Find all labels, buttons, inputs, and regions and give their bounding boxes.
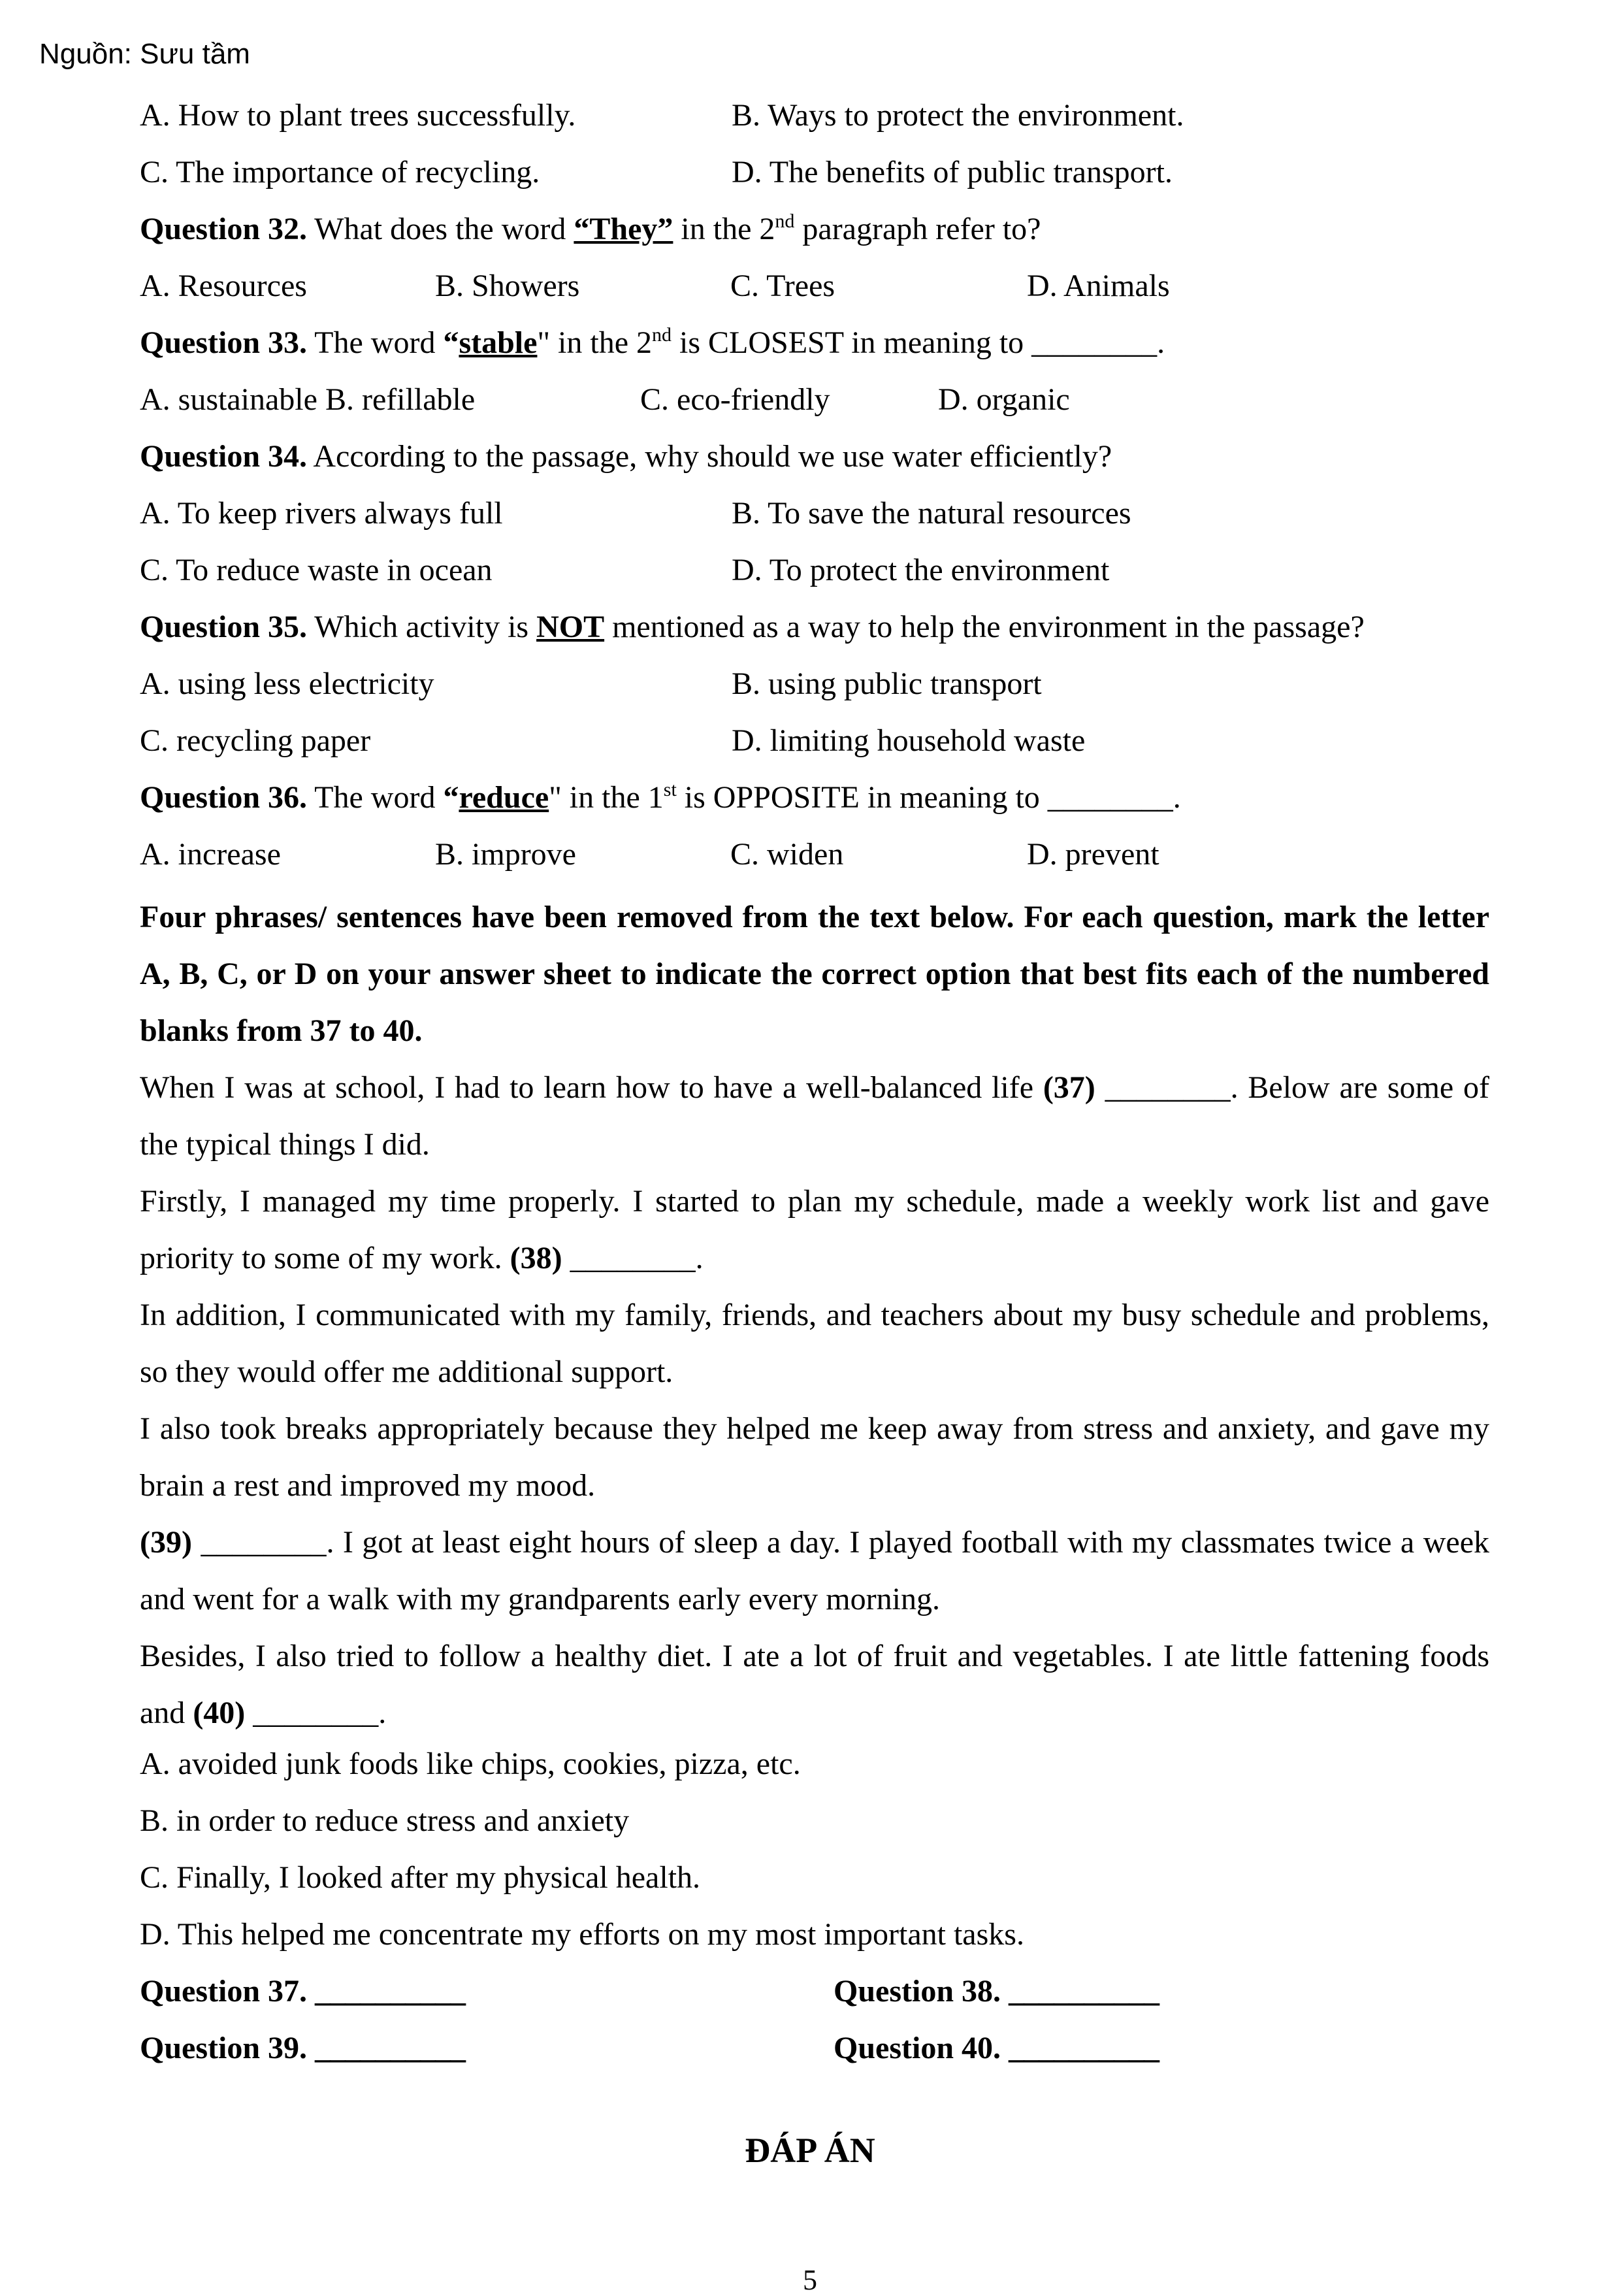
source-label: Nguồn: Sưu tầm — [39, 38, 250, 70]
q33-close-quote: " — [537, 325, 551, 360]
answer-lines-row-1 — [140, 1969, 1489, 2025]
q35-keyword: NOT — [536, 610, 605, 644]
q34-text: According to the passage, why should we use water efficiently? — [307, 439, 1112, 474]
q31-options-row-2 — [140, 150, 1489, 206]
q34-stem — [140, 434, 1489, 491]
passage-paragraph-1 — [140, 1059, 1489, 1173]
q33-sup: nd — [652, 324, 672, 346]
q35-option-c[interactable]: C. recycling paper — [140, 723, 371, 758]
passage-paragraph-3: In addition, I communicated with my family, friends, and teachers about my busy schedule and problems, so they would offer me additional support. — [140, 1298, 1489, 1389]
worksheet-content — [140, 93, 1489, 2082]
q36-text-mid: in the 1 — [561, 780, 664, 815]
q33-stem — [140, 320, 1489, 377]
q32-sup: nd — [775, 210, 795, 232]
q32-option-b[interactable]: B. Showers — [435, 269, 580, 303]
q33-text-post: is CLOSEST in meaning to ________. — [672, 325, 1165, 360]
q32-option-c[interactable]: C. Trees — [730, 269, 835, 303]
q31-option-d[interactable]: D. The benefits of public transport. — [732, 155, 1173, 189]
q31-option-c[interactable]: C. The importance of recycling. — [140, 155, 540, 189]
q34-options-row-1 — [140, 491, 1489, 548]
q32-text-post: paragraph refer to? — [794, 212, 1041, 246]
answer-line-39[interactable]: Question 39. __________ — [140, 2031, 466, 2065]
gap-option-c[interactable]: C. Finally, I looked after my physical health. — [140, 1860, 701, 1895]
q33-label: Question 33. — [140, 325, 308, 360]
q34-label: Question 34. — [140, 439, 308, 474]
passage-paragraph-6 — [140, 1628, 1489, 1741]
q32-option-d[interactable]: D. Animals — [1027, 269, 1170, 303]
q31-option-a[interactable]: A. How to plant trees successfully. — [140, 98, 576, 133]
q32-stem — [140, 206, 1489, 263]
q33-keyword: stable — [459, 325, 538, 360]
gap-option-a[interactable]: A. avoided junk foods like chips, cookies, pizza, etc. — [140, 1747, 801, 1781]
q35-stem — [140, 604, 1489, 661]
q36-options-row — [140, 832, 1489, 889]
q35-label: Question 35. — [140, 610, 308, 644]
passage-p6-post: ________. — [245, 1696, 387, 1730]
q35-text-post: mentioned as a way to help the environment in the passage? — [604, 610, 1365, 644]
q31-option-b[interactable]: B. Ways to protect the environment. — [732, 98, 1184, 133]
q32-options-row — [140, 263, 1489, 320]
passage-p5-post: ________. I got at least eight hours of sleep a day. I played football with my classmates twice a week and went for a walk with my grandparents early every morning. — [140, 1525, 1489, 1616]
q33-option-d[interactable]: D. organic — [938, 382, 1070, 417]
q35-option-b[interactable]: B. using public transport — [732, 666, 1042, 701]
q34-option-c[interactable]: C. To reduce waste in ocean — [140, 553, 493, 587]
q32-option-a[interactable]: A. Resources — [140, 269, 307, 303]
passage-paragraph-4: I also took breaks appropriately because they helped me keep away from stress and anxiety, and gave my brain a rest and improved my mood. — [140, 1411, 1489, 1503]
q35-text-pre: Which activity is — [307, 610, 537, 644]
q36-option-b[interactable]: B. improve — [435, 837, 576, 872]
q33-option-c[interactable]: C. eco-friendly — [640, 382, 830, 417]
q35-option-d[interactable]: D. limiting household waste — [732, 723, 1086, 758]
answer-line-40[interactable]: Question 40. __________ — [834, 2031, 1159, 2065]
q36-option-c[interactable]: C. widen — [730, 837, 844, 872]
q33-options-row — [140, 377, 1489, 434]
q33-option-a-b[interactable]: A. sustainable B. refillable — [140, 382, 476, 417]
answer-key-title: ĐÁP ÁN — [745, 2131, 875, 2170]
q31-options-row-1 — [140, 93, 1489, 150]
q36-open-quote: “ — [443, 780, 459, 815]
q35-options-row-2 — [140, 718, 1489, 775]
q32-text-mid: in the 2 — [673, 212, 775, 246]
q34-option-a[interactable]: A. To keep rivers always full — [140, 496, 503, 531]
gap-option-b[interactable]: B. in order to reduce stress and anxiety — [140, 1803, 630, 1838]
q36-label: Question 36. — [140, 780, 308, 815]
q34-option-b[interactable]: B. To save the natural resources — [732, 496, 1131, 531]
q36-option-a[interactable]: A. increase — [140, 837, 281, 872]
passage-p6-pre: Besides, I also tried to follow a healthy diet. I ate a lot of fruit and vegetables. I ate little fattening foods and — [140, 1639, 1489, 1730]
passage-paragraph-5 — [140, 1514, 1489, 1628]
passage-p2-pre: Firstly, I managed my time properly. I started to plan my schedule, made a weekly work list and gave priority to some of my work. — [140, 1184, 1489, 1275]
blank-40-number: (40) — [193, 1696, 246, 1730]
passage-p2-post: ________. — [562, 1241, 704, 1275]
answer-line-38[interactable]: Question 38. __________ — [834, 1974, 1159, 2009]
q35-options-row-1 — [140, 661, 1489, 718]
q34-option-d[interactable]: D. To protect the environment — [732, 553, 1110, 587]
passage-p1-post: ________. Below are some of the typical things I did. — [140, 1070, 1490, 1162]
blank-38-number: (38) — [510, 1241, 562, 1275]
q32-label: Question 32. — [140, 212, 308, 246]
q33-text-pre: The word — [307, 325, 444, 360]
passage-paragraph-2 — [140, 1173, 1489, 1287]
answer-lines-row-2 — [140, 2025, 1489, 2082]
gap-option-d[interactable]: D. This helped me concentrate my efforts on my most important tasks. — [140, 1917, 1024, 1952]
q33-open-quote: “ — [443, 325, 459, 360]
q36-sup: st — [663, 779, 677, 800]
q36-text-pre: The word — [307, 780, 444, 815]
q35-option-a[interactable]: A. using less electricity — [140, 666, 434, 701]
gap-fill-instructions: Four phrases/ sentences have been removed from the text below. For each question, mark the letter A, B, C, or D on your answer sheet to indicate the correct option that best fits each of the numbered blanks from 37 to 40. — [140, 900, 1489, 1048]
passage-p1-pre: When I was at school, I had to learn how to have a well-balanced life — [140, 1070, 1043, 1105]
blank-39-number: (39) — [140, 1525, 192, 1560]
q36-stem — [140, 775, 1489, 832]
q32-keyword: “They” — [574, 212, 673, 246]
q34-options-row-2 — [140, 548, 1489, 604]
q36-text-post: is OPPOSITE in meaning to ________. — [676, 780, 1181, 815]
q36-keyword: reduce — [459, 780, 549, 815]
q36-option-d[interactable]: D. prevent — [1027, 837, 1159, 872]
page-number: 5 — [803, 2264, 817, 2296]
blank-37-number: (37) — [1043, 1070, 1095, 1105]
q32-text-pre: What does the word — [307, 212, 574, 246]
answer-line-37[interactable]: Question 37. __________ — [140, 1974, 466, 2009]
q33-text-mid: in the 2 — [550, 325, 653, 360]
q36-close-quote: " — [549, 780, 562, 815]
